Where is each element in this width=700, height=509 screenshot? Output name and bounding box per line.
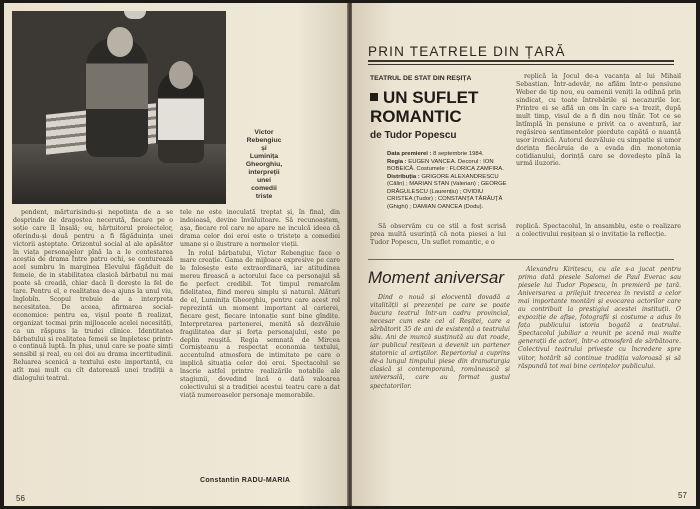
left-page <box>4 3 348 506</box>
play-author: de Tudor Popescu <box>370 130 457 141</box>
article-text: replică. Spectacolul, în ansamblu, este o realizare a colectivului reșițean și o invitație la reflecție. <box>516 223 681 238</box>
moment-column-1 <box>370 294 510 391</box>
article-text: pendent, mărturisindu-și nepotința de a se desprinde de dragostea necerută, fiecare pe o soție care îl înșală; eu, hărțuitorul proiectelor, oferindu-și două pentru a fi făgăduința unei victorii așteptate. Orizontul social al ale apăsător în viața personajelor pînă la a le contestarea aceștia de drama Între patru ochi, se conturează acel sumbru în marginea Elevului făgăduit de femeie, de in stabilitatea clasică bărbatul nu mai poate să creadă, chiar dacă îi dorește la fel de tare. Pentru el, e realitatea de-a ajuns la unul viu, înglobîn. Scopul trebuie de a interpreta necesitatea. De aceea, afirmarea social-economice: pentru ea, vișul poate fi realizat, organizat tocmai prin mijloacele acelei necesități, ca un răspuns la trudei clinice. Identitatea bărbatului și realitatea femeii se împletesc printr-o continuă luptă. În plus, unul care se poate simți sensibil și real, eu cei doi au drama incertitudinii. Reluarea scenică a textului este importantă, cu atît mai mult cu cît datorează unei tradiții a dialogului teatral. <box>13 209 173 383</box>
left-column-2 <box>180 209 340 401</box>
article-text: tele ne este inoculată treptat și, în final, din indoioasă, devine învăluitoare. Să recunoaștem, așa, fiecare rol care ne apare ne inculcă ideea că drama celor doi eroi este o tristețe a comediei umane și o ilustrare a normelor vieții. <box>180 209 340 248</box>
page-number: 56 <box>16 494 25 503</box>
moment-column-2 <box>518 266 681 371</box>
theatre-name: TEATRUL DE STAT DIN REȘIȚA <box>370 75 472 82</box>
title-rule-thin <box>368 64 674 65</box>
credit-line: Data premierei : 8 septembrie 1984. <box>387 151 484 157</box>
section-title: PRIN TEATRELE DIN ȚARĂ <box>368 44 566 59</box>
credit-line: Regia : EUGEN VANCEA. Decorul : ION BOBEICĂ. Costumele : FLORICA ZAMFIRA. <box>387 158 504 172</box>
play-title: UN SUFLET ROMANTIC <box>370 88 479 126</box>
article-text: Alexandru Kirițescu, cu ale s-a jucat pentru prima dată piesele Salomei de Paul Everac sau piesele lui Tudor Popescu, în premieră pe țară. Aniversarea a prilejuit trecerea în revistă a celor mai importante montări și evocarea actorilor care au contribuit la prestigiul acestei instituții. O expoziție de afișe, fotografii și costume a adus în fața publicului istoria bogată a teatrului. Spectacolul jubiliar a reunit pe scenă mai multe generații de actori, într-o atmosferă de sărbătoare. Colectivul teatrului privește cu încredere spre viitor, hotărît să continue tradiția valoroasă și să răspundă tot mai bine cerințelor publicului. <box>518 266 681 370</box>
moment-title: Moment aniversar <box>368 268 505 287</box>
left-column-1 <box>13 209 173 384</box>
bullet-square-icon <box>370 93 378 101</box>
photo-caption: Victor Rebengiuc și Luminița Gheorghiu, interpreții unei comedii triste <box>245 129 283 200</box>
author-signature: Constantin RADU-MARIA <box>200 477 291 484</box>
production-credits <box>387 151 509 211</box>
title-rule <box>368 60 674 62</box>
article-text: Să observăm cu ce stil a fost scrisă prea multă usurință că nota piesei a lui Tudor Popescu, Un suflet romantic, e o <box>370 223 506 246</box>
credit-line: Distribuția : GRIGORE ALEXANDRESCU (Călin) ; MARIAN STAN (Valerian) ; GEORGE DRĂGULESCU (Laurențiu) ; OVIDIU CRISTEA (Tudor) ; CONSTANȚA TĂRĂUȚĂ (Ghighi) ; DAMIAN OANCEA (Dodu). <box>387 173 507 210</box>
article-text: În rolul bărbatului, Victor Rebengiuc face o mare creație. Gama de mijloace expresive pe care le folosește este extraordinară, iar atitudinea mereu firească a actorului face ca personajul să fie perfect credibil. Tot timpul remarcăm fidelitatea, fiind mereu simplu și natural. Alături de el, Luminița Gheorghiu, pentru care acest rol reprezintă un moment important al carierei, fiecare gest, fiecare intonație sunt bine gîndite. Interpretarea partenerei, menită să dezvăluie fragilitatea dar și forța personajului, este pe deplin reușită. Regia semnată de Mircea Cornișteanu a respectat economia textului, accentuînd atmosfera de intimitate pe care o implică situația celor doi eroi. Spectacolul se înscrie astfel printre realizările notabile ale stagiunii, dovedind încă o dată valoarea colectivului și a tradiției acestui teatru care a dat viață numeroaselor personaje memorabile. <box>180 249 340 399</box>
article-text: replică la Jocul de-a vacanța al lui Mihail Sebastian. Într-adevăr, ne aflăm într-o pensiune Weber de tip nou, eu oamenii veniți la odihnă prin sindicat, cu toate întrebările și necazurile lor. Printre ei se află un om în care s-a trezit, după mult timp, visul de a fi din nou tînăr. Tot ce se întîmplă în pensiune e privit ca o aventură, iar regăsirea sentimentelor pierdute capătă o nuanță ușor ironică. Autorul dezvăluie cu simpatie și umor dorința fiecăruia de a evada din monotonia cotidianului, dorință care se dovedește pînă la urmă iluzorie. <box>516 73 681 168</box>
article-text: Dind o nouă și elocventă dovadă a vitalității și prezenței pe care se poate bucura teatrul într-un cadru provincial, necesar cum este cel al Reșiței, care a sărbătorit 35 de ani de existență a teatrului său. Ani de muncă susținută au dat roade, iar publicul reșițean a devenit un partener statornic al artiștilor. Repertoriul a cuprins de-a lungul timpului piese din dramaturgia clasică și contemporană, românească și universală, care au format gustul spectatorilor. <box>370 294 510 390</box>
section-divider <box>368 259 674 260</box>
review-column-right <box>516 73 681 168</box>
review-column-left <box>370 223 506 247</box>
stage-photo <box>12 11 226 204</box>
review-column-right-bottom <box>516 223 681 239</box>
page-number: 57 <box>678 491 687 500</box>
